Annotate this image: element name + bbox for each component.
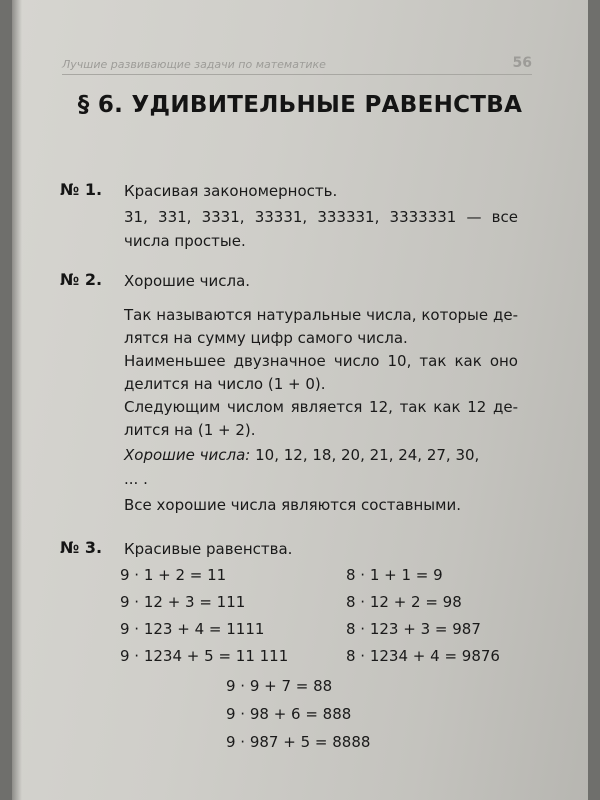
problem-2-line-4: делится на число (1 + 0). — [124, 375, 326, 393]
equation-left-4: 9 · 1234 + 5 = 11 111 — [120, 647, 289, 665]
problem-1-line-2: числа простые. — [124, 232, 246, 250]
problem-3-number: № 3. — [60, 538, 103, 557]
problem-2-line-5: Следующим числом является 12, так как 12 де- — [124, 398, 518, 416]
equation-center-1: 9 · 9 + 7 = 88 — [226, 677, 333, 695]
equation-right-3: 8 · 123 + 3 = 987 — [346, 620, 481, 638]
problem-2-conclusion: Все хорошие числа являются составными. — [124, 496, 461, 514]
problem-2-line-2: лятся на сумму цифр самого числа. — [124, 329, 408, 347]
book-page — [12, 0, 588, 800]
equation-right-2: 8 · 12 + 2 = 98 — [346, 593, 462, 611]
equation-right-1: 8 · 1 + 1 = 9 — [346, 566, 443, 584]
problem-1-heading: Красивая закономерность. — [124, 182, 338, 200]
equation-left-3: 9 · 123 + 4 = 1111 — [120, 620, 265, 638]
page-gutter-shadow — [12, 0, 22, 800]
equation-left-2: 9 · 12 + 3 = 111 — [120, 593, 246, 611]
equation-center-3: 9 · 987 + 5 = 8888 — [226, 733, 371, 751]
page-number: 56 — [512, 55, 532, 71]
running-title: Лучшие развивающие задачи по математике — [62, 58, 326, 71]
problem-1-number: № 1. — [60, 180, 103, 199]
section-title: § 6. УДИВИТЕЛЬНЫЕ РАВЕНСТВА — [77, 92, 523, 118]
good-numbers-label: Хорошие числа: — [124, 446, 251, 464]
equation-left-1: 9 · 1 + 2 = 11 — [120, 566, 227, 584]
equation-right-4: 8 · 1234 + 4 = 9876 — [346, 647, 500, 665]
problem-2-line-3: Наименьшее двузначное число 10, так как оно — [124, 352, 518, 370]
good-numbers-continuation: ... . — [124, 470, 148, 488]
problem-2-line-6: лится на (1 + 2). — [124, 421, 256, 439]
running-head — [62, 55, 532, 71]
good-numbers-values: 10, 12, 18, 20, 21, 24, 27, 30, — [255, 446, 480, 464]
header-rule — [62, 74, 532, 75]
problem-2-number: № 2. — [60, 270, 103, 289]
problem-1-line-1: 31, 331, 3331, 33331, 333331, 3333331 — все — [124, 208, 518, 226]
good-numbers-line — [124, 446, 479, 464]
problem-2-heading: Хорошие числа. — [124, 272, 251, 290]
problem-3-heading: Красивые равенства. — [124, 540, 293, 558]
problem-2-line-1: Так называются натуральные числа, которые де- — [124, 306, 518, 324]
equation-center-2: 9 · 98 + 6 = 888 — [226, 705, 352, 723]
